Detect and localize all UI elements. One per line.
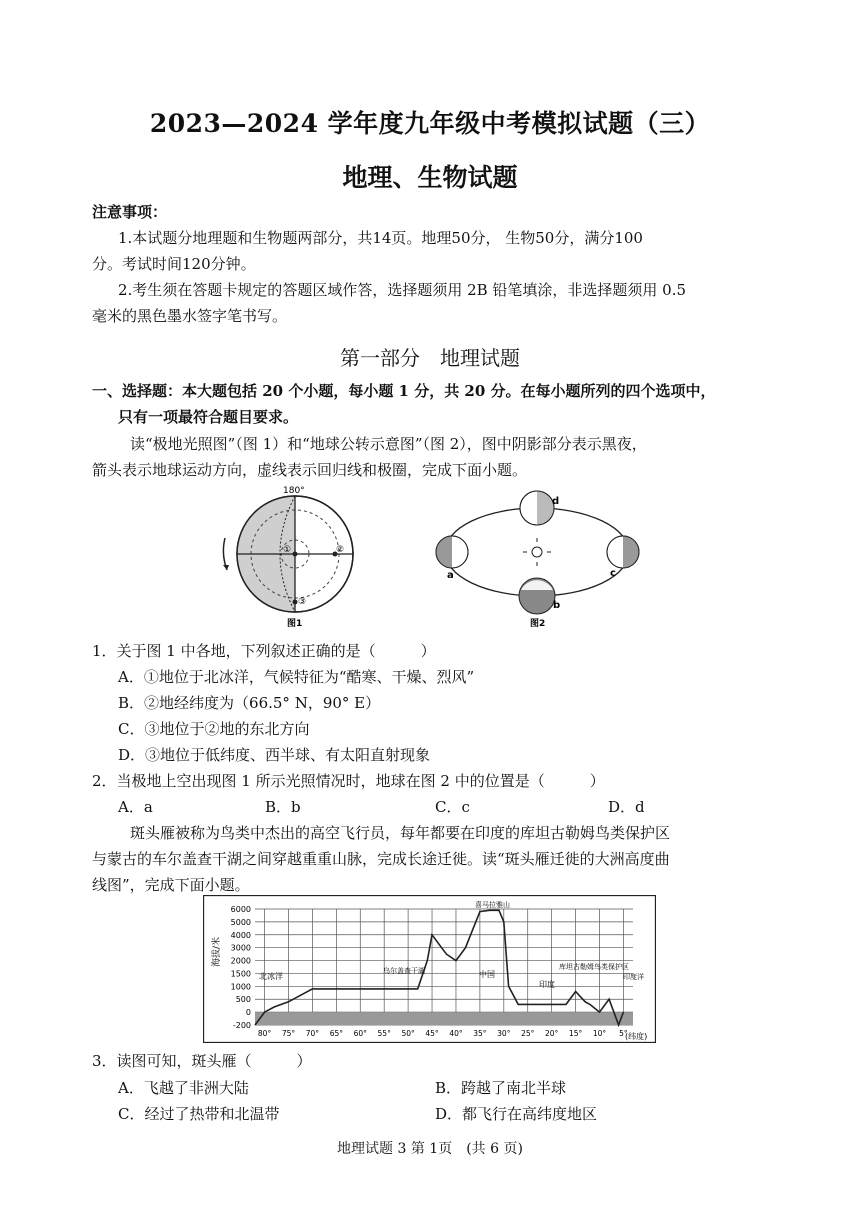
x-tick-label: 70°	[305, 1029, 320, 1038]
fig2-label: 图2	[530, 619, 546, 629]
sun	[532, 547, 542, 557]
chart-ylabel: 海拔/米	[212, 936, 222, 967]
ground-fill	[255, 1012, 633, 1025]
y-tick-label: -200	[232, 1021, 251, 1030]
x-tick-label: 55°	[377, 1029, 391, 1038]
x-tick-label: 20°	[545, 1029, 559, 1038]
q3-stem: 3．读图可知，斑头雁（ ）	[92, 1052, 312, 1070]
y-tick-label: 1500	[230, 969, 251, 979]
earth-c	[607, 536, 639, 568]
earth-a	[436, 536, 468, 568]
fig1-label: 图1	[287, 619, 303, 629]
y-tick-label: 3000	[230, 943, 251, 953]
anno-india: 印度	[539, 980, 555, 989]
anno-arctic: 北冰洋	[259, 972, 283, 981]
earth-b	[519, 578, 555, 614]
exam-subtitle: 地理、生物试题	[342, 163, 518, 192]
passage2-line1: 斑头雁被称为鸟类中杰出的高空飞行员，每年都要在印度的库坦古勒姆鸟类保护区	[130, 824, 671, 842]
x-tick-label: 30°	[497, 1029, 511, 1038]
q3-option-c: C．经过了热带和北温带	[118, 1105, 280, 1123]
q1-option-d: D．③地位于低纬度、西半球、有太阳直射现象	[118, 746, 431, 764]
part1-heading-line2: 只有一项最符合题目要求。	[118, 408, 299, 426]
polar-illumination-figure	[205, 482, 365, 630]
x-tick-label: 50°	[401, 1029, 415, 1038]
x-tick-label: 75°	[281, 1029, 296, 1038]
x-tick-label: 5°	[619, 1029, 628, 1038]
q1-stem: 1．关于图 1 中各地，下列叙述正确的是（ ）	[92, 642, 436, 660]
x-tick-label: 15°	[568, 1029, 583, 1038]
q1-option-a: A．①地位于北冰洋，气候特征为“酷寒、干燥、烈风”	[118, 668, 475, 686]
x-tick-label: 80°	[257, 1029, 272, 1038]
earth-revolution-figure	[430, 490, 645, 630]
q3-option-b: B．跨越了南北半球	[435, 1079, 567, 1097]
notice-item1-line2: 分。考试时间120分钟。	[92, 255, 256, 273]
q1-option-c: C．③地位于②地的东北方向	[118, 720, 310, 738]
fig1-mark3: ③	[298, 597, 307, 607]
fig2-d: d	[552, 496, 560, 507]
notice-heading: 注意事项：	[92, 203, 168, 221]
q2-option-d: D．d	[608, 798, 645, 816]
fig1-mark2: ②	[336, 545, 345, 555]
q2-option-b: B．b	[265, 798, 301, 816]
y-tick-label: 6000	[230, 905, 251, 914]
section-title: 第一部分 地理试题	[340, 346, 520, 370]
x-tick-label: 25°	[521, 1029, 535, 1038]
passage2-line3: 线图”，完成下面小题。	[92, 876, 250, 894]
page-footer: 地理试题 3 第 1页 (共 6 页)	[337, 1141, 523, 1157]
q3-option-a: A．飞越了非洲大陆	[118, 1079, 249, 1097]
y-tick-label: 2000	[230, 956, 251, 966]
q3-option-d: D．都飞行在高纬度地区	[435, 1105, 598, 1123]
y-tick-label: 4000	[230, 930, 251, 940]
x-tick-label: 45°	[425, 1029, 439, 1038]
x-tick-label: 10°	[592, 1029, 607, 1038]
fig2-c: c	[610, 568, 616, 579]
notice-item2-line2: 毫米的黑色墨水签字笔书写。	[92, 307, 288, 325]
x-tick-label: 35°	[473, 1029, 487, 1038]
fig2-a: a	[447, 570, 454, 581]
earth-d	[520, 491, 554, 525]
y-tick-label: 500	[235, 995, 251, 1005]
intro-line2: 箭头表示地球运动方向，虚线表示回归线和极圈，完成下面小题。	[92, 461, 528, 479]
fig1-top-label: 180°	[283, 486, 305, 496]
chart-xlabel: (纬度)	[625, 1032, 648, 1041]
x-tick-label: 60°	[353, 1029, 367, 1038]
anno-china: 中国	[479, 970, 495, 979]
anno-indian-ocean: 印度洋	[623, 973, 644, 981]
part1-heading-line1: 一、选择题：本大题包括 20 个小题，每小题 1 分，共 20 分。在每小题所列的四个选项中，	[92, 382, 716, 400]
q2-option-a: A．a	[118, 798, 153, 816]
x-tick-label: 65°	[329, 1029, 343, 1038]
anno-reserve: 库坦古勒姆鸟类保护区	[559, 963, 629, 971]
q2-stem: 2．当极地上空出现图 1 所示光照情况时，地球在图 2 中的位置是（ ）	[92, 772, 605, 790]
notice-item2-line1: 2.考生须在答题卡规定的答题区域作答，选择题须用 2B 铅笔填涂，非选择题须用 0.5	[118, 281, 687, 299]
fig1-mark1: ①	[283, 545, 292, 555]
y-tick-label: 5000	[230, 917, 251, 927]
y-tick-label: 0	[245, 1008, 251, 1018]
fig2-b: b	[553, 600, 561, 611]
x-tick-label: 40°	[449, 1029, 463, 1038]
anno-lake: 乌尔盖查干湖	[383, 967, 425, 975]
notice-item1-line1: 1.本试题分地理题和生物题两部分，共14页。地理50分， 生物50分，满分100	[118, 229, 643, 247]
exam-title: 2023—2024 学年度九年级中考模拟试题（三）	[149, 109, 711, 138]
q2-option-c: C．c	[435, 798, 470, 816]
intro-line1: 读“极地光照图”（图 1）和“地球公转示意图”（图 2），图中阴影部分表示黑夜，	[130, 435, 647, 453]
y-tick-label: 1000	[230, 982, 251, 992]
altitude-profile-chart	[203, 895, 656, 1043]
passage2-line2: 与蒙古的车尔盖查干湖之间穿越重重山脉，完成长途迁徙。读“斑头雁迁徙的大洲高度曲	[92, 850, 670, 868]
anno-himalaya: 喜马拉雅山	[475, 901, 510, 909]
q1-option-b: B．②地经纬度为（66.5° N，90° E）	[118, 694, 381, 712]
